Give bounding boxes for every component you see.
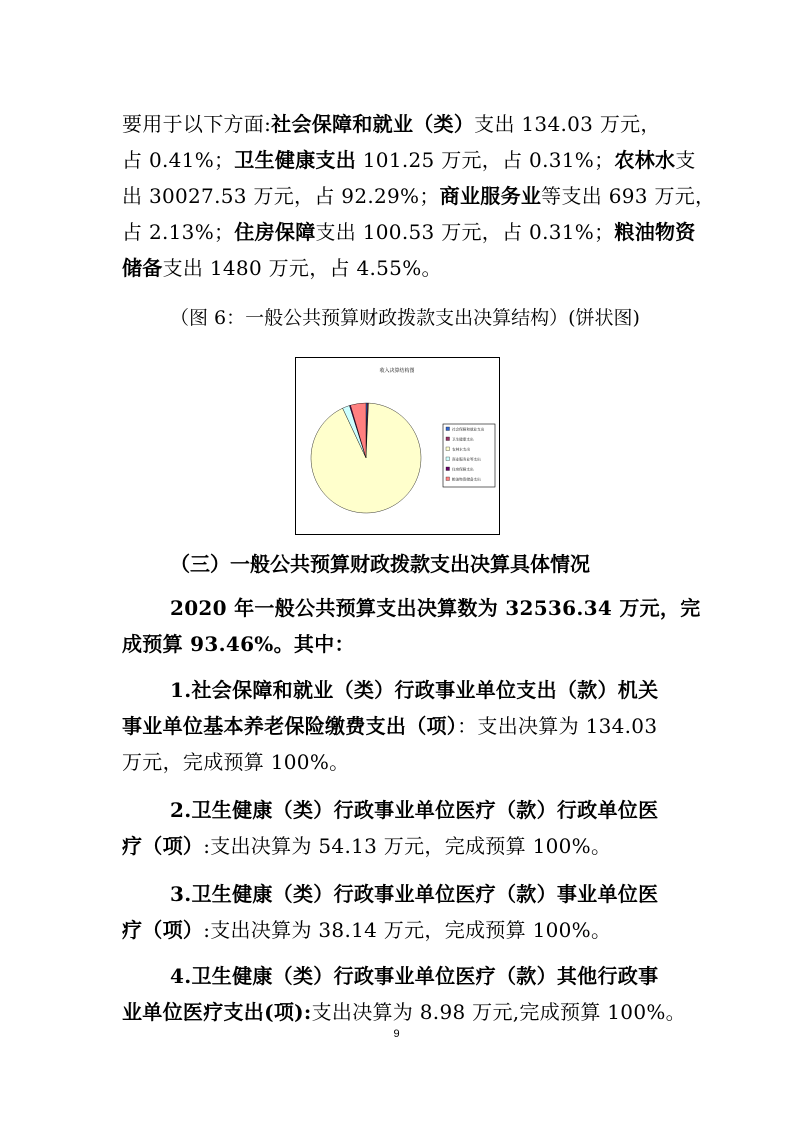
text-run: 社会保障和就业（类） — [271, 112, 475, 136]
text-run: 支出 1480 万元，占 4.55%。 — [162, 256, 442, 280]
paragraph-line — [122, 630, 677, 658]
legend-label: 商业服务业等支出 — [452, 457, 481, 462]
pie-slices — [311, 403, 421, 513]
legend-swatch — [446, 427, 450, 431]
legend-swatch — [446, 447, 450, 451]
list-item-continuation — [122, 748, 677, 776]
text-run: 101.25 万元，占 0.31%； — [356, 148, 615, 172]
text-run: 业单位医疗支出(项): — [122, 1000, 312, 1024]
legend-swatch — [446, 457, 450, 461]
list-item-line — [170, 880, 725, 908]
figure-caption: （图 6：一般公共预算财政拨款支出决算结构）(饼状图) — [170, 307, 640, 329]
list-item-line — [170, 676, 725, 704]
text-run: :支出决算为 38.14 万元，完成预算 100%。 — [203, 918, 612, 942]
text-run: 支出决算为 8.98 万元,完成预算 100%。 — [311, 1000, 686, 1024]
legend-label: 卫生健康支出 — [452, 437, 474, 442]
page-number: 9 — [393, 1028, 400, 1040]
text-run: 出 30027.53 万元，占 92.29%； — [122, 184, 440, 208]
text-run: 疗（项） — [122, 834, 204, 858]
text-run: 2.卫生健康（类）行政事业单位医疗（款）行政单位医 — [170, 798, 659, 822]
text-run: 万元，完成预算 100%。 — [122, 750, 350, 774]
list-item-line — [170, 796, 725, 824]
text-run: :支出决算为 54.13 万元，完成预算 100%。 — [203, 834, 612, 858]
text-run: 支 — [675, 148, 696, 172]
paragraph-line — [122, 146, 696, 174]
pie-chart — [296, 358, 499, 534]
text-run: 要用于以下方面: — [122, 112, 272, 136]
pie-chart-frame — [295, 357, 500, 535]
legend-label: 社会保障和就业支出 — [452, 427, 485, 432]
text-run: 等支出 693 万元， — [541, 184, 716, 208]
text-run: 事业单位基本养老保险缴费支出（项） — [122, 714, 458, 738]
text-run: 占 0.41%； — [122, 148, 235, 172]
paragraph-line — [122, 182, 716, 210]
legend-label: 农林水支出 — [452, 447, 470, 452]
paragraph-line — [122, 218, 696, 246]
text-run: 1.社会保障和就业（类）行政事业单位支出（款）机关 — [170, 678, 659, 702]
text-run: 商业服务业 — [439, 184, 542, 208]
legend-swatch — [446, 467, 450, 471]
text-run: 占 2.13%； — [122, 220, 235, 244]
list-item-continuation — [122, 712, 677, 740]
text-run: 2020 年一般公共预算支出决算数为 32536.34 万元，完 — [170, 596, 701, 620]
list-item-line — [170, 962, 725, 990]
text-run: 储备 — [122, 256, 163, 280]
text-run: 粮油物资 — [614, 220, 696, 244]
text-run: 疗（项） — [122, 918, 204, 942]
text-run: 住房保障 — [234, 220, 316, 244]
paragraph-line — [122, 110, 677, 138]
legend-swatch — [446, 437, 450, 441]
text-run: ：支出决算为 134.03 — [457, 714, 658, 738]
text-run: 支出 100.53 万元，占 0.31%； — [315, 220, 615, 244]
legend-label: 住房保障支出 — [452, 467, 474, 472]
list-item-continuation — [122, 916, 677, 944]
section-heading: （三）一般公共预算财政拨款支出决算具体情况 — [170, 552, 590, 576]
paragraph-line — [122, 254, 677, 282]
text-run: 3.卫生健康（类）行政事业单位医疗（款）事业单位医 — [170, 882, 659, 906]
legend-label: 粮油物资储备支出 — [452, 477, 481, 482]
text-run: 支出 134.03 万元， — [474, 112, 661, 136]
chart-title: 收入决算结构图 — [379, 368, 415, 374]
text-run: 农林水 — [614, 148, 676, 172]
text-run: 成预算 93.46%。其中： — [122, 632, 355, 656]
text-run: 4.卫生健康（类）行政事业单位医疗（款）其他行政事 — [170, 964, 659, 988]
list-item-continuation — [122, 998, 686, 1026]
legend-swatch — [446, 477, 450, 481]
paragraph-line — [170, 594, 725, 622]
list-item-continuation — [122, 832, 677, 860]
text-run: 卫生健康支出 — [234, 148, 357, 172]
